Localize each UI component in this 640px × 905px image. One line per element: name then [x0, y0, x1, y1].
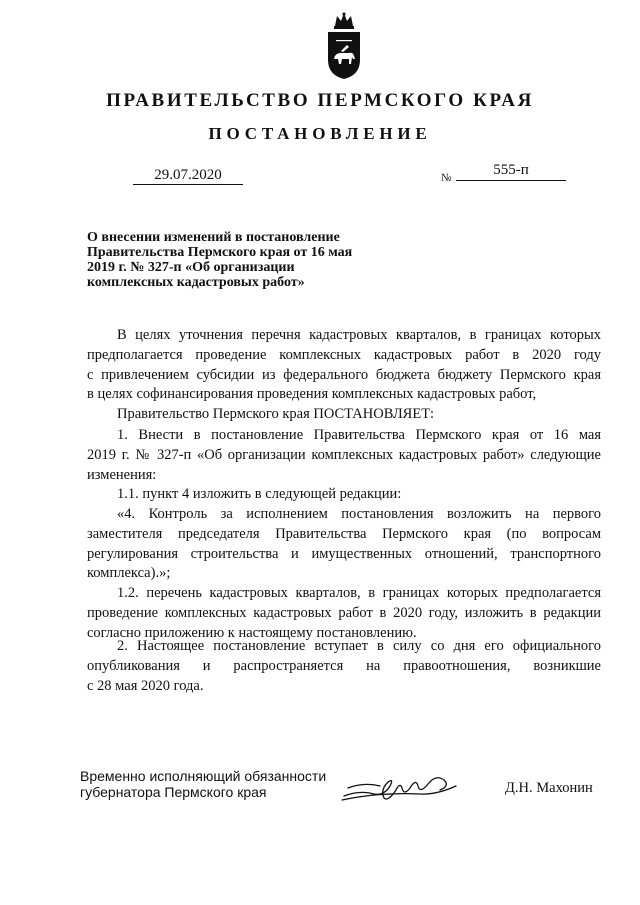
subject-line: комплексных кадастровых работ» — [87, 275, 305, 290]
paragraph-preamble — [87, 326, 601, 405]
text-line: заместителя председателя Правительства Пермского края (по вопросам — [87, 525, 601, 542]
text-line: 1.2. перечень кадастровых кварталов, в границах которых предполагается — [117, 585, 601, 601]
text-line: комплекса).»; — [87, 565, 171, 582]
signer-position-line: Временно исполняющий обязанности — [80, 768, 327, 784]
date-underline — [133, 184, 243, 185]
paragraph-item-1-2 — [87, 584, 601, 643]
document-type-heading: ПОСТАНОВЛЕНИЕ — [208, 124, 432, 143]
signer-position — [80, 768, 326, 800]
number-underline — [456, 180, 566, 181]
text-line: 1. Внести в постановление Правительства Пермского края от 16 мая — [117, 427, 601, 443]
text-line: согласно приложению к настоящему постановлению. — [87, 624, 417, 641]
signer-position-line: губернатора Пермского края — [80, 784, 267, 800]
text-line: опубликования и распространяется на правоотношения, возникшие — [87, 657, 601, 674]
signer-name: Д.Н. Махонин — [505, 780, 593, 796]
text-line: предполагается проведение комплексных кадастровых работ в 2020 году — [87, 346, 601, 363]
text-line: регулирования строительства и имущественных отношений, транспортного — [87, 545, 601, 562]
paragraph-resolves — [87, 405, 601, 425]
text-line: «4. Контроль за исполнением постановления возложить на первого — [117, 506, 601, 522]
document-date: 29.07.2020 — [154, 167, 222, 183]
document-number: 555-п — [493, 162, 529, 178]
text-line: с 28 мая 2020 года. — [87, 677, 204, 694]
number-sign: № — [441, 172, 452, 184]
paragraph-item-1 — [87, 426, 601, 485]
text-line: В целях уточнения перечня кадастровых кварталов, в границах которых — [117, 327, 601, 343]
text-line: 2019 г. № 327-п «Об организации комплексных кадастровых работ» следующие — [87, 446, 601, 463]
government-title: ПРАВИТЕЛЬСТВО ПЕРМСКОГО КРАЯ — [106, 90, 534, 111]
subject-line: О внесении изменений в постановление — [87, 230, 340, 245]
handwritten-signature-icon — [340, 768, 460, 808]
text-line: в целях софинансирования проведения комплексных кадастровых работ, — [87, 386, 537, 403]
text-line: 1.1. пункт 4 изложить в следующей редакции: — [117, 486, 402, 502]
text-line: с привлечением субсидии из федерального бюджета бюджету Пермского края — [87, 366, 601, 383]
paragraph-item-1-1 — [87, 485, 601, 505]
subject-line: 2019 г. № 327-п «Об организации — [87, 260, 295, 275]
text-line: изменения: — [87, 466, 157, 483]
paragraph-item-2 — [87, 637, 601, 696]
coat-of-arms-icon — [325, 12, 363, 80]
paragraph-quoted-item-4 — [87, 505, 601, 584]
text-line: 2. Настоящее постановление вступает в силу со дня его официального — [117, 638, 601, 654]
text-line: проведение комплексных кадастровых работ в 2020 году, изложить в редакции — [87, 604, 601, 621]
document-subject — [87, 230, 417, 290]
text-line: Правительство Пермского края ПОСТАНОВЛЯЕТ: — [117, 406, 435, 422]
subject-line: Правительства Пермского края от 16 мая — [87, 245, 353, 260]
